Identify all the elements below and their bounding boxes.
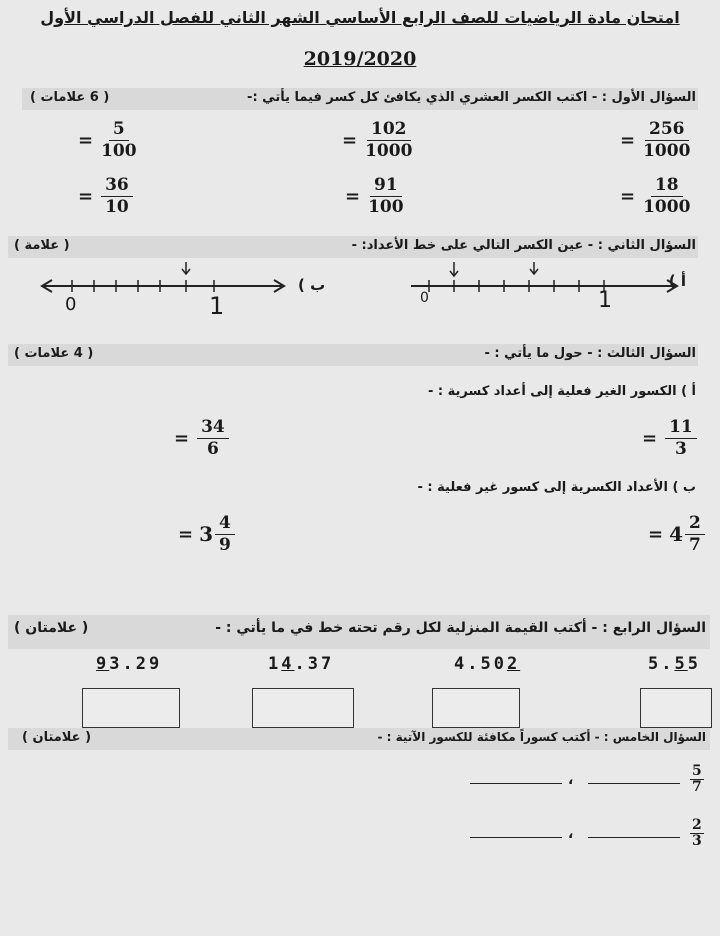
q2-part-b-label: ب ) — [298, 276, 326, 294]
q1-item — [78, 120, 137, 160]
q3-mixed-item — [648, 514, 705, 554]
answer-line[interactable] — [588, 836, 680, 838]
exam-year: 2019/2020 — [303, 48, 417, 70]
q1-marks: ( 6 علامات ) — [30, 90, 110, 105]
whole-number: 4 — [669, 522, 684, 547]
equals-sign: = — [174, 427, 190, 449]
q1-item — [345, 176, 404, 216]
q3-improper-item — [642, 418, 697, 458]
q5-marks: ( علامتان ) — [22, 730, 92, 745]
comma-separator: ، — [568, 826, 574, 842]
equals-sign: = — [345, 185, 361, 207]
answer-box[interactable] — [82, 688, 180, 728]
fraction: $\frac{4}{9}$ — [215, 514, 235, 554]
q3-improper-item — [174, 418, 229, 458]
q3-part-a: أ ) الكسور الغير فعلية إلى أعداد كسرية : - — [427, 384, 696, 399]
fraction: $\frac{91}{100}$ — [368, 175, 404, 217]
decimal-number: 93.29 — [96, 654, 163, 674]
q3-mixed-item — [178, 514, 235, 554]
equals-sign: = — [178, 523, 194, 545]
decimal-number: 4.502 — [454, 654, 521, 674]
q3-marks: ( 4 علامات ) — [14, 346, 94, 361]
equals-sign: = — [620, 185, 636, 207]
fraction: $\frac{2}{7}$ — [685, 514, 705, 554]
answer-box[interactable] — [640, 688, 712, 728]
exam-title: امتحان مادة الرياضيات للصف الرابع الأساسي الشهر الثاني للفصل الدراسي الأول — [40, 8, 680, 27]
fraction: $\frac{102}{1000}$ — [365, 119, 413, 161]
q1-item — [620, 176, 690, 216]
q1-title: السؤال الأول : - اكتب الكسر العشري الذي يكافئ كل كسر فيما يأتي :- — [247, 90, 696, 105]
equals-sign: = — [78, 185, 94, 207]
whole-number: 3 — [199, 522, 214, 547]
fraction: $\frac{36}{10}$ — [101, 176, 133, 216]
fraction: $\frac{11}{3}$ — [665, 418, 697, 458]
arrow-down-icon — [530, 262, 538, 274]
q1-item — [78, 176, 133, 216]
q3-title: السؤال الثالث : - حول ما يأتي : - — [484, 346, 696, 361]
q4-title: السؤال الرابع : - أكتب القيمة المنزلية لكل رقم تحته خط في ما يأتي : - — [215, 620, 706, 636]
equals-sign: = — [342, 129, 358, 151]
arrow-down-icon — [182, 262, 190, 274]
q4-marks: ( علامتان ) — [14, 620, 89, 636]
equals-sign: = — [78, 129, 94, 151]
answer-line[interactable] — [470, 782, 562, 784]
q5-title: السؤال الخامس : - أكتب كسوراً مكافئة للكسور الآتية : - — [377, 730, 706, 744]
q2-title: السؤال الثاني : - عين الكسر التالي على خط الأعداد: - — [351, 238, 696, 253]
fraction: $\frac{5}{100}$ — [101, 119, 137, 161]
number-line-a-zero: 0 — [420, 290, 429, 306]
equals-sign: = — [642, 427, 658, 449]
q2-marks: ( علامة ) — [14, 238, 70, 253]
q1-item — [620, 120, 690, 160]
decimal-number: 14.37 — [268, 654, 335, 674]
answer-box[interactable] — [252, 688, 354, 728]
number-line-b-one: 1 — [209, 292, 225, 320]
answer-line[interactable] — [588, 782, 680, 784]
equals-sign: = — [620, 129, 636, 151]
number-line-a-one: 1 — [598, 288, 612, 313]
equals-sign: = — [648, 523, 664, 545]
comma-separator: ، — [568, 772, 574, 788]
number-line-a — [405, 258, 685, 324]
fraction: $\frac{18}{1000}$ — [643, 175, 691, 217]
answer-box[interactable] — [432, 688, 520, 728]
answer-line[interactable] — [470, 836, 562, 838]
q3-part-b: ب ) الأعداد الكسرية إلى كسور غير فعلية : - — [417, 480, 696, 495]
fraction: $\frac{5}{7}$ — [692, 763, 702, 796]
q1-item — [342, 120, 412, 160]
fraction: $\frac{2}{3}$ — [692, 817, 702, 850]
fraction: $\frac{34}{6}$ — [197, 418, 229, 458]
q2-part-a-label: أ ) — [668, 272, 686, 290]
decimal-number: 5.55 — [648, 654, 701, 674]
fraction: $\frac{256}{1000}$ — [643, 119, 691, 161]
arrow-down-icon — [450, 262, 458, 276]
number-line-b-zero: 0 — [65, 294, 77, 315]
